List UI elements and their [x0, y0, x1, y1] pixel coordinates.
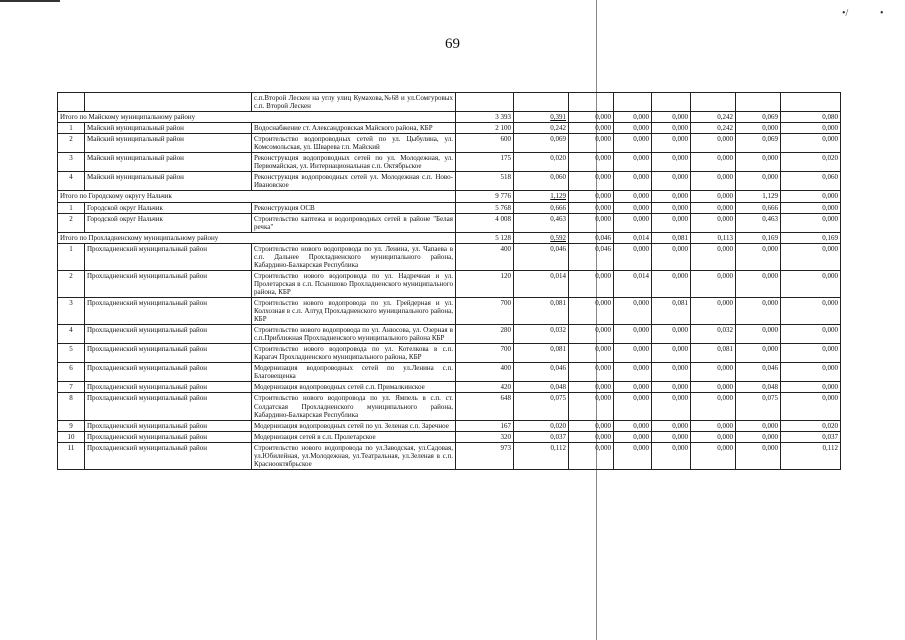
- description-cell: Строительство нового водопровода по ул.Заводская, ул.Садовая, ул.Юбилейная, ул.Молодежная, ул.Театральная, ул.Зеленая в с.п. Краснооктябрьское: [252, 442, 456, 469]
- district-cell: Майский муниципальный район: [85, 172, 252, 191]
- value-cell: 0,000: [652, 431, 691, 442]
- description-cell: Строительство нового водопровода по ул. Ямпель в с.п. ст. Солдатская Прохладненского муниципального района, Кабардино-Балкарская Республика: [252, 393, 456, 420]
- district-cell: Прохладненский муниципальный район: [85, 393, 252, 420]
- description-cell: Модернизация водопроводных сетей по ул.Ленина с.п. Благовещенка: [252, 363, 456, 382]
- table-row: [58, 297, 841, 324]
- table-row: [58, 442, 841, 469]
- value-cell: 0,000: [736, 270, 781, 297]
- value-cell: 0,000: [736, 243, 781, 270]
- row-number-cell: 9: [58, 420, 85, 431]
- value-cell: 0,069: [736, 134, 781, 153]
- value-cell: 0,000: [614, 123, 652, 134]
- value-cell: 0,069: [514, 134, 569, 153]
- total-value-cell: 0,169: [781, 232, 841, 243]
- description-cell: Реконструкция ОСВ: [252, 202, 456, 213]
- total-value-cell: 0,000: [691, 191, 736, 202]
- row-number-cell: 6: [58, 363, 85, 382]
- description-cell: Строительство водопроводных сетей по ул. Цыбулина, ул. Комсомольская, ул. Шварева г.п. Майский: [252, 134, 456, 153]
- value-cell: 0,000: [569, 172, 614, 191]
- value-cell: 0,046: [569, 243, 614, 270]
- total-value-cell: 0,000: [569, 191, 614, 202]
- value-cell: 0,037: [781, 431, 841, 442]
- total-value-cell: 0,000: [614, 191, 652, 202]
- value-cell: 0,046: [514, 363, 569, 382]
- description-cell: с.п.Второй Лескен на углу улиц Кумахова,№68 и ул.Сомгуровых с.п. Второй Лескен: [252, 93, 456, 112]
- value-cell: 0,000: [736, 153, 781, 172]
- description-cell: Строительство каптежа и водопроводных сетей в районе "Белая речка": [252, 213, 456, 232]
- value-cell: 0,000: [691, 243, 736, 270]
- funding-table: [57, 92, 841, 470]
- value-cell: 0,014: [514, 270, 569, 297]
- table-row: [58, 202, 841, 213]
- value-cell: 0,075: [514, 393, 569, 420]
- row-number-cell: 8: [58, 393, 85, 420]
- value-cell: 0,000: [781, 243, 841, 270]
- value-cell: 0,020: [514, 153, 569, 172]
- value-cell: 0,000: [691, 382, 736, 393]
- district-cell: Прохладненский муниципальный район: [85, 325, 252, 344]
- value-cell: 0,000: [652, 123, 691, 134]
- value-cell: 0,046: [736, 363, 781, 382]
- value-cell: 0,000: [781, 363, 841, 382]
- corner-mark: •/: [842, 8, 849, 19]
- group-total-label: Итого по Прохладненскому муниципальному району: [58, 232, 456, 243]
- total-value-cell: 0,242: [691, 112, 736, 123]
- district-cell: Майский муниципальный район: [85, 123, 252, 134]
- total-value-cell: 5 128: [456, 232, 514, 243]
- value-cell: 120: [456, 270, 514, 297]
- value-cell: 0,112: [514, 442, 569, 469]
- total-value-cell: 0,169: [736, 232, 781, 243]
- value-cell: 0,000: [569, 382, 614, 393]
- description-cell: Модернизация водопроводных сетей с.п. Прималкинское: [252, 382, 456, 393]
- table-row: [58, 153, 841, 172]
- value-cell: 0,000: [781, 382, 841, 393]
- value-cell: 600: [456, 134, 514, 153]
- value-cell: 0,000: [781, 325, 841, 344]
- table-row: [58, 93, 841, 112]
- district-cell: Городской округ Нальчик: [85, 202, 252, 213]
- table-row: [58, 393, 841, 420]
- value-cell: 167: [456, 420, 514, 431]
- description-cell: Модернизация водопроводных сетей по ул. Зеленая с.п. Заречное: [252, 420, 456, 431]
- value-cell: 0,000: [736, 297, 781, 324]
- value-cell: 0,000: [781, 297, 841, 324]
- value-cell: 0,048: [514, 382, 569, 393]
- value-cell: 0,020: [781, 153, 841, 172]
- scan-artifact: [0, 0, 60, 2]
- row-number-cell: 2: [58, 134, 85, 153]
- value-cell: 0,666: [736, 202, 781, 213]
- value-cell: 0,000: [691, 153, 736, 172]
- row-number-cell: 11: [58, 442, 85, 469]
- district-cell: Прохладненский муниципальный район: [85, 420, 252, 431]
- value-cell: 0,000: [569, 153, 614, 172]
- value-cell: 0,000: [569, 344, 614, 363]
- description-cell: Строительство нового водопровода по ул. Надречная и ул. Пролетарская в с.п. Псыншоко Прохладненского муниципального района, КБР: [252, 270, 456, 297]
- corner-mark: •: [880, 8, 884, 19]
- value-cell: 0,000: [691, 297, 736, 324]
- value-cell: 0,000: [652, 172, 691, 191]
- value-cell: 0,000: [652, 344, 691, 363]
- description-cell: Строительство нового водопровода по ул. Анюсова, ул. Озерная в с.п.Приближная Прохладненского муниципального района КБР: [252, 325, 456, 344]
- row-number-cell: 10: [58, 431, 85, 442]
- value-cell: 0,463: [514, 213, 569, 232]
- value-cell: 0,000: [569, 363, 614, 382]
- row-number-cell: 2: [58, 213, 85, 232]
- value-cell: 0,000: [652, 363, 691, 382]
- value-cell: 648: [456, 393, 514, 420]
- table-body: [58, 93, 841, 470]
- value-cell: 0,000: [652, 202, 691, 213]
- value-cell: 0,000: [781, 344, 841, 363]
- table-row: [58, 123, 841, 134]
- table-row: [58, 344, 841, 363]
- value-cell: 0,000: [736, 123, 781, 134]
- row-number-cell: 4: [58, 325, 85, 344]
- total-value-cell: 0,000: [652, 191, 691, 202]
- value-cell: 0,000: [614, 344, 652, 363]
- value-cell: 0,000: [691, 270, 736, 297]
- description-cell: Строительство нового водопровода по ул. Котелкова в с.п. Карагач Прохладненского муниципального района, КБР: [252, 344, 456, 363]
- value-cell: 0,081: [514, 344, 569, 363]
- row-number-cell: 1: [58, 123, 85, 134]
- value-cell: 0,000: [569, 325, 614, 344]
- value-cell: 0,000: [652, 382, 691, 393]
- value-cell: 0,000: [569, 393, 614, 420]
- value-cell: 0,242: [514, 123, 569, 134]
- value-cell: 0,046: [514, 243, 569, 270]
- description-cell: Строительство нового водопровода по ул. Ленина, ул. Чапаева в с.п. Дальнее Прохладненского муниципального района, Кабардино-Балкарская Республика: [252, 243, 456, 270]
- row-number-cell: 2: [58, 270, 85, 297]
- value-cell: 0,000: [652, 243, 691, 270]
- value-cell: 0,000: [736, 442, 781, 469]
- row-number-cell: 1: [58, 202, 85, 213]
- description-cell: Водоснабжение ст. Александровская Майского района, КБР: [252, 123, 456, 134]
- value-cell: 0,000: [614, 243, 652, 270]
- value-cell: 4 008: [456, 213, 514, 232]
- district-cell: Городской округ Нальчик: [85, 213, 252, 232]
- value-cell: 0,000: [652, 393, 691, 420]
- value-cell: 0,000: [569, 297, 614, 324]
- total-value-cell: 0,000: [781, 191, 841, 202]
- value-cell: 0,000: [652, 270, 691, 297]
- value-cell: 0,000: [736, 344, 781, 363]
- value-cell: 0,000: [652, 134, 691, 153]
- table-row: [58, 325, 841, 344]
- row-number-cell: 3: [58, 153, 85, 172]
- value-cell: 0,081: [514, 297, 569, 324]
- value-cell: 0,037: [514, 431, 569, 442]
- table-row: [58, 382, 841, 393]
- value-cell: 0,000: [569, 213, 614, 232]
- value-cell: 0,000: [691, 134, 736, 153]
- description-cell: Реконструкция водопроводных сетей ул. Молодежная с.п. Ново-Ивановское: [252, 172, 456, 191]
- value-cell: 0,000: [736, 325, 781, 344]
- table-row: [58, 270, 841, 297]
- value-cell: 0,032: [691, 325, 736, 344]
- value-cell: 0,060: [781, 172, 841, 191]
- value-cell: 0,463: [736, 213, 781, 232]
- district-cell: Прохладненский муниципальный район: [85, 297, 252, 324]
- value-cell: 0,032: [514, 325, 569, 344]
- value-cell: 0,000: [614, 363, 652, 382]
- total-value-cell: 0,113: [691, 232, 736, 243]
- total-value-cell: 9 776: [456, 191, 514, 202]
- value-cell: 0,000: [691, 172, 736, 191]
- table-row: [58, 172, 841, 191]
- table-row: [58, 213, 841, 232]
- value-cell: 0,000: [652, 153, 691, 172]
- value-cell: 400: [456, 243, 514, 270]
- value-cell: 0,000: [614, 297, 652, 324]
- district-cell: Прохладненский муниципальный район: [85, 243, 252, 270]
- value-cell: 0,000: [691, 431, 736, 442]
- total-value-cell: 0,000: [614, 112, 652, 123]
- district-cell: Прохладненский муниципальный район: [85, 363, 252, 382]
- value-cell: 320: [456, 431, 514, 442]
- value-cell: 0,000: [691, 363, 736, 382]
- value-cell: 0,000: [781, 134, 841, 153]
- district-cell: Прохладненский муниципальный район: [85, 382, 252, 393]
- group-total-row: [58, 191, 841, 202]
- group-total-label: Итого по Майскому муниципальному району: [58, 112, 456, 123]
- value-cell: 0,000: [781, 123, 841, 134]
- row-number-cell: 7: [58, 382, 85, 393]
- value-cell: 0,000: [614, 202, 652, 213]
- table-row: [58, 420, 841, 431]
- value-cell: 0,242: [691, 123, 736, 134]
- total-value-cell: 0,000: [569, 112, 614, 123]
- value-cell: 0,000: [569, 431, 614, 442]
- value-cell: 0,000: [781, 393, 841, 420]
- value-cell: 0,000: [781, 213, 841, 232]
- value-cell: 0,000: [614, 420, 652, 431]
- value-cell: 0,000: [614, 153, 652, 172]
- value-cell: 0,000: [569, 270, 614, 297]
- value-cell: 400: [456, 363, 514, 382]
- row-number-cell: 1: [58, 243, 85, 270]
- district-cell: Прохладненский муниципальный район: [85, 270, 252, 297]
- table-row: [58, 431, 841, 442]
- value-cell: 0,000: [614, 382, 652, 393]
- value-cell: 973: [456, 442, 514, 469]
- value-cell: 0,000: [614, 134, 652, 153]
- total-value-cell: 0,391: [514, 112, 569, 123]
- value-cell: 0,000: [691, 393, 736, 420]
- value-cell: 700: [456, 344, 514, 363]
- value-cell: 0,020: [781, 420, 841, 431]
- total-value-cell: 0,592: [514, 232, 569, 243]
- value-cell: 0,666: [514, 202, 569, 213]
- total-value-cell: 0,081: [652, 232, 691, 243]
- value-cell: 280: [456, 325, 514, 344]
- value-cell: 0,000: [652, 420, 691, 431]
- value-cell: 0,000: [614, 431, 652, 442]
- value-cell: 0,000: [781, 202, 841, 213]
- value-cell: 0,000: [691, 202, 736, 213]
- description-cell: Модернизация сетей в с.п. Пролетарское: [252, 431, 456, 442]
- value-cell: 0,014: [614, 270, 652, 297]
- value-cell: 0,048: [736, 382, 781, 393]
- description-cell: Реконструкция водопроводных сетей по ул. Молодежная, ул. Первомайская, ул. Интернациональная с.п. Октябрьское: [252, 153, 456, 172]
- value-cell: 5 768: [456, 202, 514, 213]
- value-cell: 0,081: [652, 297, 691, 324]
- value-cell: 0,000: [614, 213, 652, 232]
- row-number-cell: 3: [58, 297, 85, 324]
- value-cell: 0,000: [652, 325, 691, 344]
- total-value-cell: 0,014: [614, 232, 652, 243]
- table-row: [58, 134, 841, 153]
- total-value-cell: 0,000: [652, 112, 691, 123]
- page-number: 69: [445, 36, 460, 52]
- value-cell: 420: [456, 382, 514, 393]
- total-value-cell: 0,080: [781, 112, 841, 123]
- value-cell: 0,000: [614, 325, 652, 344]
- value-cell: 0,000: [691, 442, 736, 469]
- value-cell: 0,000: [652, 213, 691, 232]
- table-row: [58, 363, 841, 382]
- value-cell: 0,000: [781, 270, 841, 297]
- table-row: [58, 243, 841, 270]
- row-number-cell: 5: [58, 344, 85, 363]
- value-cell: 0,020: [514, 420, 569, 431]
- total-value-cell: 0,046: [569, 232, 614, 243]
- total-value-cell: 1,129: [514, 191, 569, 202]
- district-cell: Прохладненский муниципальный район: [85, 442, 252, 469]
- district-cell: Прохладненский муниципальный район: [85, 431, 252, 442]
- value-cell: 0,000: [736, 420, 781, 431]
- value-cell: 518: [456, 172, 514, 191]
- district-cell: Прохладненский муниципальный район: [85, 344, 252, 363]
- group-total-row: [58, 232, 841, 243]
- total-value-cell: 1,129: [736, 191, 781, 202]
- value-cell: 0,000: [736, 172, 781, 191]
- total-value-cell: 3 393: [456, 112, 514, 123]
- row-number-cell: 4: [58, 172, 85, 191]
- district-cell: Майский муниципальный район: [85, 153, 252, 172]
- value-cell: 0,000: [569, 123, 614, 134]
- value-cell: 0,081: [691, 344, 736, 363]
- value-cell: 700: [456, 297, 514, 324]
- group-total-row: [58, 112, 841, 123]
- value-cell: 0,000: [691, 213, 736, 232]
- value-cell: 0,000: [569, 420, 614, 431]
- value-cell: 0,000: [569, 442, 614, 469]
- value-cell: 0,000: [569, 202, 614, 213]
- district-cell: Майский муниципальный район: [85, 134, 252, 153]
- value-cell: 0,000: [614, 172, 652, 191]
- value-cell: 0,000: [614, 442, 652, 469]
- value-cell: 2 100: [456, 123, 514, 134]
- value-cell: 0,000: [736, 431, 781, 442]
- value-cell: 0,000: [691, 420, 736, 431]
- value-cell: 0,060: [514, 172, 569, 191]
- value-cell: 175: [456, 153, 514, 172]
- total-value-cell: 0,069: [736, 112, 781, 123]
- value-cell: 0,112: [781, 442, 841, 469]
- group-total-label: Итого по Городскому округу Нальчик: [58, 191, 456, 202]
- value-cell: 0,000: [569, 134, 614, 153]
- value-cell: 0,000: [652, 442, 691, 469]
- value-cell: 0,075: [736, 393, 781, 420]
- value-cell: 0,000: [614, 393, 652, 420]
- description-cell: Строительство нового водопровода по ул. Грейдерная и ул. Колхозная в с.п. Алтуд Прохладненского муниципального района, КБР: [252, 297, 456, 324]
